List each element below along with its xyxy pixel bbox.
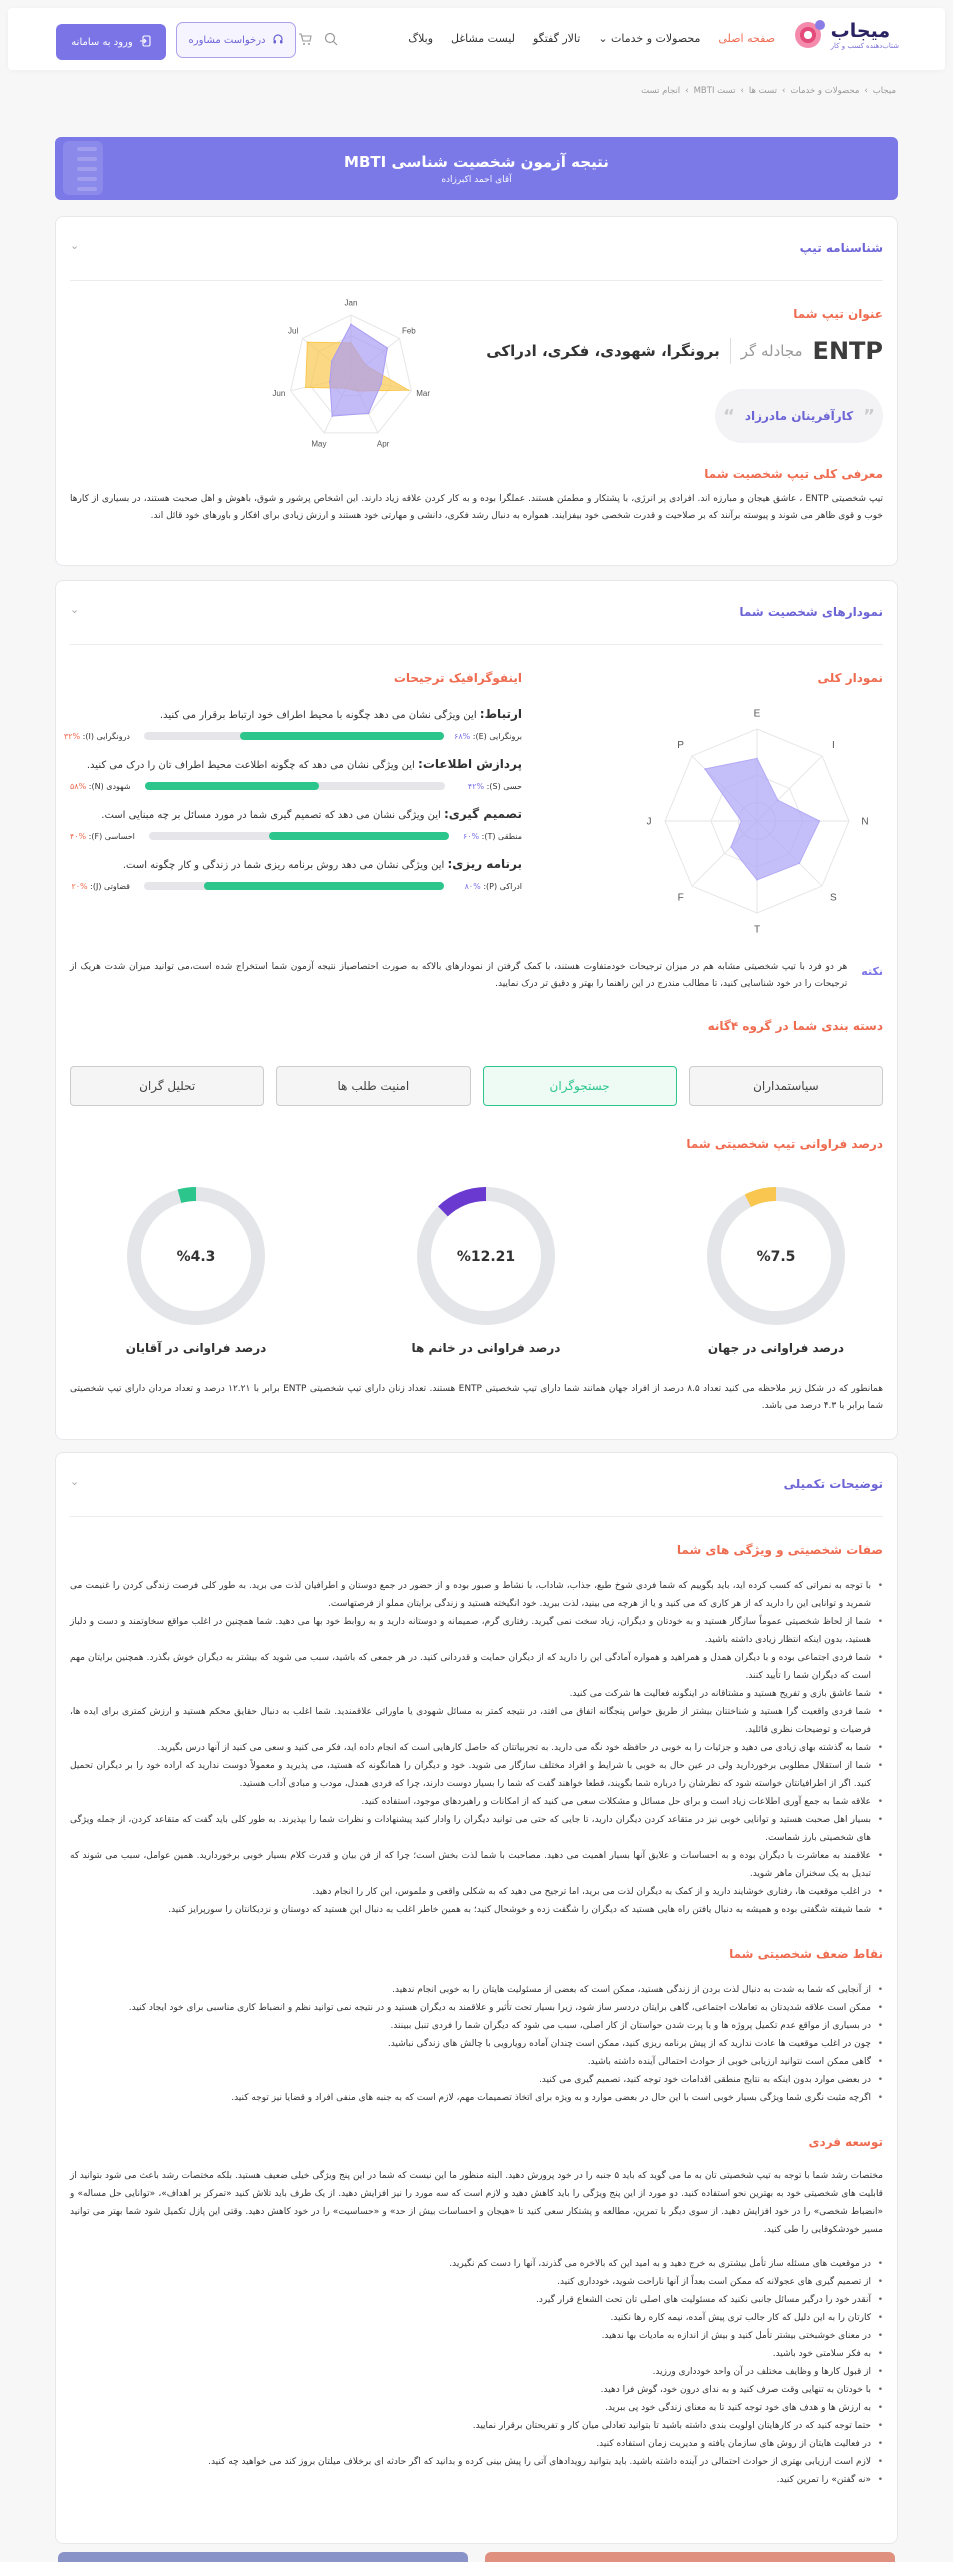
- headset-icon: [272, 33, 284, 48]
- trait-progress-bar: [144, 882, 444, 890]
- list-item: • در اغلب موقعیت ها، رفتاری خوشایند دارید و از کمک به دیگران لذت می برید، اما ترجیح می دهید که به شکلی واقعی و ملموس، این کار را انجام دهید.: [70, 1883, 883, 1901]
- trait-name: برنامه ریزی:: [447, 857, 522, 871]
- right-label: درونگرایی (I):: [82, 731, 130, 741]
- divider: [730, 338, 731, 364]
- trait-name: تصمیم گیری:: [444, 807, 522, 821]
- logo[interactable]: [785, 20, 899, 50]
- footer-button-left[interactable]: [58, 2552, 468, 2562]
- donut-label: درصد فراوانی در جهان: [707, 1341, 845, 1355]
- your-type-heading: عنوان تیپ شما: [793, 307, 883, 321]
- radar-point: [756, 758, 758, 760]
- login-icon: [139, 35, 151, 50]
- intro-heading: معرفی کلی تیپ شخصیت شما: [704, 467, 883, 481]
- radar-point: [307, 341, 309, 343]
- development-text: مختصات رشد شما با توجه به تیپ شخصیتی تان به ما می گوید که باید ۵ جنبه را در خود پرورش دهید. البته منظور ما این نیست که شما در این پنج ویژگی خیلی ضعیف هستید. بلکه مختصات رشد باعث می شود بتوانید از قابلیت های شخصیتی خود به بهترین نحو استفاده کنید. دو مورد از این پنج ویژگی را باید کاهش دهید و لازم است که سه مورد را نیز افزایش دهید. از یک طرف باید تلاش کنید «تمرکز بر اهداف»، «توانایی حل مساله» و «انضباط شخصی» را در خود افزایش دهید. از سوی دیگر با تمرین، مطالعه و پشتکار سعی کنید تا «هیجان و احساسات بیش از حد» و «حساسیت» را در خود کاهش دهید. وقتی این پازل تکمیل شود شما بهتر می توانید مسیر خودشکوفایی را طی کنید.: [70, 2171, 883, 2235]
- radar-point: [819, 820, 821, 822]
- list-item: • به فکر سلامتی خود باشید.: [70, 2345, 883, 2363]
- list-item: • لازم است ارزیابی بهتری از حوادث احتمالی در آینده داشته باشید. باید بتوانید رویدادهای آتی را پیش بینی کرده و بدانید که اگر حادثه ای برخلاف میلتان بروز کند می خواهید چه کنید.: [70, 2453, 883, 2471]
- donut-value: %7.5: [756, 1249, 796, 1265]
- type-profile-header[interactable]: [70, 217, 883, 281]
- trait-title: [70, 757, 522, 771]
- trait-left-label: [458, 882, 522, 891]
- trait-right-label: [70, 782, 131, 791]
- quote-text: کارآفرینان مادرزاد: [744, 409, 854, 423]
- group-analysts[interactable]: تحلیل گران: [70, 1066, 264, 1106]
- logo-tagline: شتاب‌دهنده کسب و کار: [830, 42, 899, 50]
- trait-progress-bar: [149, 832, 449, 840]
- cart-icon[interactable]: [298, 32, 312, 50]
- list-item: • در موقعیت های مسئله ساز تأمل بیشتری به خرج دهید و به امید این که بالاخره می گذرند، آنها را دست کم نگیرید.: [70, 2255, 883, 2273]
- donut-svg: [121, 1181, 271, 1331]
- result-banner: [55, 137, 898, 200]
- left-percent: ۶۸%: [454, 731, 471, 741]
- trait-progress-fill: [145, 782, 319, 790]
- radar-point: [741, 820, 743, 822]
- breadcrumb-item[interactable]: محصولات و خدمات: [790, 86, 860, 96]
- group-politicians[interactable]: سیاستمداران: [689, 1066, 883, 1106]
- quote-open-icon: “: [722, 405, 735, 427]
- list-item: • از آنجایی که شما به شدت به دنبال لذت بردن از زندگی هستید، ممکن است که بعضی از مسئولیت هایتان را به خوبی انجام ندهید.: [70, 1981, 883, 1999]
- breadcrumb: [641, 86, 896, 96]
- list-item: • علاقمند به معاشرت با دیگران بوده و به احساسات و علایق آنها بسیار اهمیت می دهید. مصاحبت با شما لذت بخش است؛ چرا که از فن بیان و قدرت کلام بسیار خوبی برخوردارید. همین عوامل، سبب می شوند که تبدیل به یک سخنران ماهر شوید.: [70, 1847, 883, 1883]
- infographic-heading: اینفوگرافیک ترجیحات: [393, 671, 522, 685]
- radar-point: [331, 361, 333, 363]
- radar-axis-label: Jan: [344, 298, 358, 308]
- trait-block: [70, 757, 522, 793]
- radar-axis-label: F: [677, 892, 684, 904]
- login-button[interactable]: [56, 24, 166, 60]
- nav-forum[interactable]: تالار گفتگو: [532, 32, 581, 45]
- radar-point: [756, 879, 758, 881]
- list-item: • در بعضی موارد بدون اینکه به نتایج منطقی اقدامات خود توجه کنید، تصمیم گیری می کنید.: [70, 2071, 883, 2089]
- list-item: • «نه گفتن» را تمرین کنید.: [70, 2471, 883, 2489]
- trait-block: [63, 707, 522, 743]
- group-explorers[interactable]: جستجوگران: [483, 1066, 677, 1106]
- group-security-seekers[interactable]: امنیت طلب ها: [276, 1066, 470, 1106]
- radar-point: [380, 383, 382, 385]
- list-item: • ممکن است علاقه شدیدتان به تعاملات اجتماعی، گاهی برایتان دردسر ساز شود، زیرا بسیار تحت تأثیر و علاقمند به دیگران هستید و در نتیجه نمی توانید نظم و انضباط کاری مناسبی برای خود ایجاد کنید.: [70, 1999, 883, 2017]
- donut-label: درصد فراوانی در خانم ها: [411, 1341, 561, 1355]
- login-label: ورود به سامانه: [71, 36, 133, 48]
- radar-point: [777, 799, 779, 801]
- user-name: آقای احمد اکبرزاده: [441, 175, 512, 185]
- right-percent: ۲۰%: [71, 881, 88, 891]
- radar-axis-label: May: [311, 439, 327, 449]
- breadcrumb-separator: ›: [740, 86, 744, 96]
- nav-jobs[interactable]: لیست مشاغل: [451, 32, 515, 45]
- radar-axis-label: J: [646, 816, 652, 828]
- type-profile-card: [55, 216, 898, 566]
- left-percent: ۸۰%: [464, 881, 481, 891]
- breadcrumb-separator: ›: [685, 86, 689, 96]
- type-quote: [715, 389, 883, 443]
- nav-home[interactable]: صفحه اصلی: [718, 32, 775, 45]
- right-label: احساسی (F):: [88, 831, 135, 841]
- nav-blog[interactable]: وبلاگ: [408, 32, 434, 45]
- radar-axis-label: Apr: [376, 439, 390, 449]
- trait-progress-fill: [204, 882, 444, 890]
- list-item: • کارتان را به این دلیل که کار جالب تری پیش آمده، نیمه کاره رها نکنید.: [70, 2309, 883, 2327]
- footer-button-right[interactable]: [485, 2552, 895, 2562]
- list-item: • چون در اغلب موقعیت ها عادت ندارید که از پیش برنامه ریزی کنید، ممکن است چندان آماده رویارویی با چالش های زندگی نباشید.: [70, 2035, 883, 2053]
- frequency-heading: درصد فراوانی تیپ شخصیتی شما: [686, 1137, 883, 1151]
- trait-bar-row: [70, 779, 522, 793]
- list-item: • علاقه شما به جمع آوری اطلاعات زیاد است و برای حل مسائل و مشکلات سعی می کنید که از امکانات و راهبردهای موجود، استفاده کنید.: [70, 1793, 883, 1811]
- radar-point: [730, 846, 732, 848]
- trait-bar-row: [63, 729, 522, 743]
- list-item: • اگرچه مثبت نگری شما ویژگی بسیار خوبی است با این حال در بعضی موارد و به ویژه برای اتخاذ تصمیمات مهم، لازم است که به جنبه های منفی افراد و قضایا نیز توجه کنید.: [70, 2089, 883, 2107]
- donut-label: درصد فراوانی در آقایان: [125, 1341, 267, 1355]
- trait-right-label: [71, 882, 130, 891]
- consult-label: درخواست مشاوره: [188, 34, 266, 46]
- overall-chart-heading: نمودار کلی: [817, 671, 883, 685]
- radar-point: [350, 324, 352, 326]
- note-label: نکته: [861, 965, 883, 978]
- breadcrumb-item[interactable]: تست ها: [748, 86, 777, 96]
- radar-axis-label: Jul: [288, 326, 299, 336]
- breadcrumb-separator: ›: [864, 86, 868, 96]
- radar-axis-label: Feb: [401, 326, 416, 336]
- list-item: • آنقدر خود را درگیر مسائل جانبی نکنید که مسئولیت های اصلی تان تحت الشعاع قرار گیرد.: [70, 2291, 883, 2309]
- chevron-down-icon[interactable]: ⌄: [70, 239, 80, 252]
- type-nickname: مجادله گر: [740, 342, 803, 360]
- radar-point: [329, 381, 331, 383]
- trait-progress-fill: [240, 732, 444, 740]
- left-label: حسی (S):: [486, 781, 522, 791]
- list-item: • از قبول کارها و وظایف مختلف در آن واحد خودداری ورزید.: [70, 2363, 883, 2381]
- nav-products[interactable]: محصولات و خدمات ⌄: [598, 32, 701, 45]
- main-nav: [408, 32, 775, 45]
- list-item: • شما از لحاظ شخصیتی عموماً سازگار هستید و به خودتان و دیگران، زیاد سخت نمی گیرید. رفتاری گرم، صمیمانه و دوستانه دارید و به روابط خود بها می دهید. شما همچنین در اغلب مواقع سخاوتمند و دست و دلباز هستید، بدون اینکه انتظار زیادی داشته باشید.: [70, 1613, 883, 1649]
- radar-point: [408, 389, 410, 391]
- left-percent: ۶۰%: [462, 831, 480, 841]
- snail-logo-icon: [785, 20, 825, 50]
- trait-progress-bar: [144, 732, 444, 740]
- list-item: • با خودتان به تنهایی وقت صرف کنید و به ندای درون خود، گوش فرا دهید.: [70, 2381, 883, 2399]
- list-item: • بسیار اهل صحبت هستید و توانایی خوبی نیز در متقاعد کردن دیگران دارید، تا جایی که حتی می توانید دیگران را وادار کنید پیشنهادات و نظرات شما را بپذیرند. به طور کلی باید گفت که متقاعد کردن، از جمله ویژگی های شخصیتی بارز شماست.: [70, 1811, 883, 1847]
- radar-point: [305, 387, 307, 389]
- consult-request-button[interactable]: [176, 22, 296, 58]
- type-row: [486, 337, 883, 365]
- list-item: • شما از استقلال مطلوبی برخوردارید ولی در عین حال به خوبی با شرایط و افراد مختلف سازگار می شوید. خود و دیگران را همانگونه که هستید، می پذیرید و معمولاً دوست ندارید که اراده خود را بر دیگران تحمیل کنید. اگر از اطرافیانتان خواسته شود که نظرشان را درباره شما بگویند، قطعا خواهند گفت که شما را بسیار دوست دارند، چرا که فردی همدل، مودب و مبادی آداب هستید.: [70, 1757, 883, 1793]
- radar-axis-label: N: [861, 816, 869, 828]
- radar-axis-label: E: [753, 708, 761, 720]
- donut-value: %4.3: [176, 1249, 216, 1265]
- traits-list: [70, 1577, 883, 1919]
- note-box: [70, 959, 883, 993]
- trait-desc: این ویژگی نشان می دهد روش برنامه ریزی شما در زندگی و کار چگونه است.: [122, 860, 445, 871]
- left-label: برونگرایی (E):: [472, 731, 522, 741]
- trait-desc: این ویژگی نشان می دهد که چگونه اطلاعت محیط اطراف تان را درک می کنید.: [86, 760, 415, 771]
- radar-axis-label: Mar: [416, 389, 431, 399]
- document-icon: [63, 141, 103, 195]
- intro-text: تیپ شخصیتی ENTP ، عاشق هیجان و مبارزه اند. افرادی پر انرژی، با پشتکار و مطمئن هستند. عملگرا بوده و به کار کردن علاقه زیاد دارند. این اشخاص پرشور و شوق، باهوش و اهل صحبت هستند، در بسیاری از کارها خوب و قوی ظاهر می شوند و پیوسته برآنند که بر صلاحیت و قدرت شخصی خود بیفزایند. همواره به دنبال رشد فکری، دانشی و مهارتی خود هستند و ارزش زیادی برای افکار و باورهای خود قائل اند.: [70, 494, 883, 521]
- list-item: • با توجه به نمراتی که کسب کرده اید، باید بگوییم که شما فردی شوخ طبع، جذاب، شاداب، با نشاط و صبور بوده و از حضور در جمع دوستان و اطرافیان لذت می برید. به طور کلی فرصت زندگی کردن را غنیمت می شمرید و توانایی این را دارید که از هر کاری که می کنید و یا از هرچه می بینید، لذت ببرید. خود انگیخته هستید و زندگی برایتان مملو از فرصتهاست.: [70, 1577, 883, 1613]
- site-header: [8, 8, 945, 70]
- trait-block: [70, 807, 522, 843]
- search-icon[interactable]: [324, 32, 338, 50]
- group-heading: دسته بندی شما در گروه ۴گانه: [707, 1019, 883, 1033]
- trait-right-label: [64, 732, 130, 741]
- donut-svg: [701, 1181, 851, 1331]
- list-item: • در بسیاری از مواقع عدم تکمیل پروژه ها و یا پرت شدن حواستان از کار اصلی، سبب می شود که دیگران شما را فردی تنبل ببینند.: [70, 2017, 883, 2035]
- card-title: توضیحات تکمیلی: [783, 1477, 883, 1491]
- tips-list: [70, 2255, 883, 2489]
- card-title: نمودارهای شخصیت شما: [739, 605, 883, 619]
- trait-left-label: [463, 832, 522, 841]
- trait-title: [70, 707, 522, 721]
- type-code: ENTP: [812, 337, 883, 365]
- charts-header[interactable]: [70, 581, 883, 645]
- trait-left-label: [459, 782, 522, 791]
- trait-progress-fill: [269, 832, 449, 840]
- right-percent: ۳۲%: [63, 731, 81, 741]
- quote-close-icon: ”: [863, 405, 876, 427]
- right-percent: ۵۸%: [70, 781, 87, 791]
- breadcrumb-separator: ›: [781, 86, 786, 96]
- radar-axis-label: T: [753, 924, 761, 936]
- left-label: ادراکی (P):: [483, 881, 522, 891]
- list-item: • شما فردی اجتماعی بوده و با دیگران همدل و همراهید و همواره آمادگی این را دارید که از دیگران حمایت و قدردانی کنید. در هر جمعی که باشید، سبب می شوید که بیشتر به دیگران خوش بگذرد. همچنین برایتان مهم است که دیگران شما را تأیید کنند.: [70, 1649, 883, 1685]
- weaknesses-list: [70, 1981, 883, 2107]
- list-item: • شما به گذشته بهای زیادی می دهید و جزئیات را به خوبی در حافظه خود نگه می دارید. به تجربیاتتان که حاصل کارهایی است که انجام داده اید، فکر می کنید و سعی می کنید از آنها درس بگیرید.: [70, 1739, 883, 1757]
- breadcrumb-item[interactable]: میجاب: [872, 86, 896, 96]
- list-item: • به ارزش ها و هدف های خود توجه کنید تا به معنای زندگی خود پی ببرید.: [70, 2399, 883, 2417]
- radar-point: [368, 413, 370, 415]
- logo-name: میجاب: [830, 20, 891, 42]
- radar-point: [704, 768, 706, 770]
- charts-card: [55, 580, 898, 1440]
- list-item: • گاهی ممکن است نتوانید ارزیابی خوبی از حوادث احتمالی آینده داشته باشید.: [70, 2053, 883, 2071]
- traits-heading: صفات شخصیتی و ویژگی های شما: [676, 1543, 883, 1557]
- list-item: • شما عاشق بازی و تفریح هستید و مشتاقانه در اینگونه فعالیت ها شرکت می کنید.: [70, 1685, 883, 1703]
- chevron-down-icon[interactable]: ⌄: [70, 1475, 80, 1488]
- radar-point: [798, 862, 800, 864]
- left-percent: ۴۲%: [467, 781, 485, 791]
- trait-right-label: [70, 832, 135, 841]
- trait-bar-row: [70, 829, 522, 843]
- development-heading: توسعه فردی: [808, 2135, 883, 2149]
- right-label: قضاوتی (J):: [90, 881, 130, 891]
- trait-left-label: [454, 731, 522, 741]
- trait-infographic: [63, 693, 522, 893]
- donut-value: %12.21: [456, 1249, 516, 1265]
- trait-desc: این ویژگی نشان می دهد که تصمیم گیری شما در مورد مسائل بر چه مبنایی است.: [101, 810, 441, 821]
- page-title: نتیجه آزمون شخصیت شناسی MBTI: [344, 153, 609, 171]
- list-item: • در فعالیت هایتان از روش های سازمان یافته و مدیریت زمان استفاده کنید.: [70, 2435, 883, 2453]
- list-item: • شما فردی واقعیت گرا هستید و شناختتان بیشتر از طریق حواس پنجگانه اتفاق می افتد، در نتیجه کمتر به مسائل شهودی یا ماورائی علاقمندید. شما اغلب به دنبال حقایق محکم هستید و ارزش کمتری برای ایده ها، فرضیات و توضیحات نظری قائلید.: [70, 1703, 883, 1739]
- radar-axis-label: S: [830, 892, 837, 904]
- trait-title: [70, 807, 522, 821]
- radar-axis-label: Jun: [272, 389, 286, 399]
- extra-info-header[interactable]: [70, 1453, 883, 1517]
- extra-content: [70, 1543, 883, 2489]
- weaknesses-heading: نقاط ضعف شخصیتی شما: [729, 1947, 883, 1961]
- frequency-text: همانطور که در شکل زیر ملاحظه می کنید تعداد ۸.۵ درصد از افراد جهان همانند شما دارای تیپ شخصیتی ENTP هستند. تعداد زنان دارای تیپ شخصیتی ENTP برابر با ۱۲.۲۱ درصد و تعداد مردان دارای تیپ شخصیتی شما برابر با ۴.۳ درصد می باشد.: [70, 1384, 883, 1411]
- donut-chart: [676, 1181, 876, 1355]
- radar-axis-label: P: [677, 739, 684, 751]
- breadcrumb-current: انجام تست: [641, 86, 681, 96]
- trait-desc: این ویژگی نشان می دهد چگونه با محیط اطراف خود ارتباط برقرار می کنید.: [159, 710, 477, 721]
- donut-chart: [386, 1181, 586, 1355]
- right-percent: ۴۰%: [69, 831, 87, 841]
- donut-chart: [96, 1181, 296, 1355]
- monthly-radar-chart: [266, 292, 436, 457]
- left-label: منطقی (T):: [481, 831, 522, 841]
- trait-block: [70, 857, 522, 893]
- radar-point: [387, 347, 389, 349]
- group-buttons: [70, 1066, 883, 1106]
- donut-svg: [411, 1181, 561, 1331]
- overall-radar-chart: [637, 706, 877, 936]
- trait-progress-bar: [145, 782, 445, 790]
- trait-bar-row: [70, 879, 522, 893]
- type-traits: برونگرا، شهودی، فکری، ادراکی: [486, 342, 720, 360]
- trait-title: [70, 857, 522, 871]
- radar-point: [331, 415, 333, 417]
- list-item: • از تصمیم گیری های عجولانه که ممکن است بعداً از آنها ناراحت شوید، خودداری کنید.: [70, 2273, 883, 2291]
- card-title: شناسنامه تیپ: [799, 241, 883, 255]
- radar-series-personality: [705, 758, 820, 879]
- breadcrumb-item[interactable]: تست MBTI: [693, 86, 736, 96]
- note-text: هر دو فرد با تیپ شخصیتی مشابه هم در میزان ترجیحات خودمتفاوت هستند، با کمک گرفتن از نمودارهای بالاکه به صورت احتصاصیاز نتیجه آزمون شما استخراج شده است،می توانید میزان شدت هریک از ترجیحات را در خود شناسایی کنید، تا مطالب مندرج در این راهنما را بهتر و دقیق تر درک نمایید.: [70, 962, 848, 989]
- list-item: • در معنای خوشبختی بیشتر تأمل کنید و بیش از اندازه به مادیات بها ندهید.: [70, 2327, 883, 2345]
- right-label: شهودی (N):: [88, 781, 131, 791]
- list-item: • حتما توجه کنید که در کارهایتان اولویت بندی داشته باشید تا بتوانید تعادلی میان کار و تفریحتان برقرار نمایید.: [70, 2417, 883, 2435]
- trait-name: ارتباط:: [479, 707, 522, 721]
- chevron-down-icon[interactable]: ⌄: [70, 603, 80, 616]
- list-item: • شما شیفته شگفتی بوده و همیشه به دنبال یافتن راه هایی هستید که دیگران را شگفت زده و خوشحال کنید؛ به همین خاطر اغلب به دنبال این هستید که دوستان و نزدیکانتان را سورپرایز کنید.: [70, 1901, 883, 1919]
- trait-name: پردازش اطلاعات:: [418, 757, 522, 771]
- extra-info-card: [55, 1452, 898, 2544]
- radar-axis-label: I: [831, 739, 835, 751]
